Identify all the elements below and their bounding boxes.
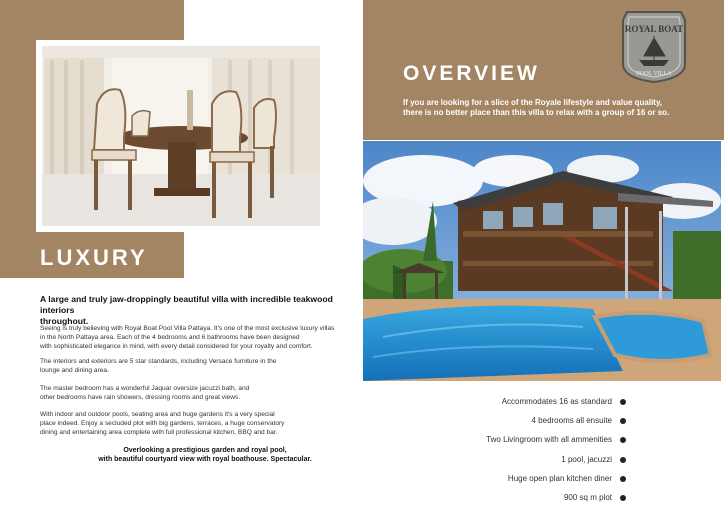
description-paragraph <box>40 410 368 437</box>
paragraph-line: place indeed. Enjoy a secluded plot with big gardens, terraces, a huge conservatory <box>40 420 285 427</box>
paragraph-line: Seeing is truly believing with Royal Boat Pool Villa Pattaya. It's one of the most exclusive luxury villas <box>40 325 335 332</box>
feature-label: Two Livingroom with all ammenities <box>486 435 612 445</box>
overview-intro-line-1: If you are looking for a slice of the Royale lifestyle and value quality, <box>403 98 663 107</box>
svg-text:POOL VILLA: POOL VILLA <box>636 71 672 77</box>
paragraph-line: lounge and dining area. <box>40 367 109 374</box>
feature-label: 900 sq m plot <box>563 493 612 503</box>
lead-line-2: throughout. <box>40 316 89 326</box>
overview-intro-line-2: there is no better place than this villa to relax with a group of 16 or so. <box>403 108 670 117</box>
closing-line-2: with beautiful courtyard view with royal boathouse. Spectacular. <box>98 456 312 463</box>
royal-boat-logo-icon <box>617 8 691 84</box>
svg-text:ROYAL BOAT: ROYAL BOAT <box>624 24 684 34</box>
feature-item <box>440 469 630 488</box>
feature-item <box>440 411 630 430</box>
paragraph-line: with sophisticated elegance in mind, with every detail considered for your royalty and comfort. <box>40 343 313 350</box>
paragraph-line: in the North Pattaya area. Each of the 4 bedrooms and 6 bathrooms have been designed <box>40 334 300 341</box>
pool-villa-photo <box>363 141 721 381</box>
bullet-icon <box>620 476 626 482</box>
feature-label: Accommodates 16 as standard <box>501 397 612 407</box>
dining-room-photo-frame <box>36 40 326 232</box>
description-paragraph <box>40 324 368 351</box>
feature-item <box>440 450 630 469</box>
luxury-lead-text <box>40 294 366 327</box>
feature-item <box>440 392 630 411</box>
bullet-icon <box>620 399 626 405</box>
bullet-icon <box>620 437 626 443</box>
luxury-heading: LUXURY <box>40 245 148 270</box>
bullet-icon <box>620 457 626 463</box>
paragraph-line: The master bedroom has a wonderful Jaquar oversize jacuzzi bath, and <box>40 385 250 392</box>
bullet-icon <box>620 495 626 501</box>
feature-label: Huge open plan kitchen diner <box>507 473 612 483</box>
lead-line-1: A large and truly jaw-droppingly beautiful villa with incredible teakwood interiors <box>40 294 333 315</box>
closing-statement <box>70 446 340 464</box>
description-paragraph <box>40 384 368 402</box>
feature-label: 4 bedrooms all ensuite <box>531 416 612 426</box>
feature-item <box>440 488 630 507</box>
feature-list <box>440 392 630 507</box>
bullet-icon <box>620 418 626 424</box>
description-paragraph <box>40 357 368 375</box>
feature-item <box>440 430 630 449</box>
accent-block-top-left <box>0 0 184 40</box>
paragraph-line: other bedrooms have rain showers, dressing rooms and great views. <box>40 394 241 401</box>
paragraph-line: With indoor and outdoor pools, seating area and huge gardens it's a very special <box>40 411 275 418</box>
dining-room-photo <box>42 46 320 226</box>
overview-intro-text <box>403 98 703 118</box>
overview-heading: OVERVIEW <box>403 62 540 85</box>
paragraph-line: dining and entertaining area complete with full professional kitchen, BBQ and bar. <box>40 429 278 436</box>
closing-line-1: Overlooking a prestigious garden and royal pool, <box>123 447 287 454</box>
paragraph-line: The interiors and exteriors are 5 star standards, including Versace furniture in the <box>40 358 277 365</box>
feature-label: 1 pool, jacuzzi <box>561 454 612 464</box>
